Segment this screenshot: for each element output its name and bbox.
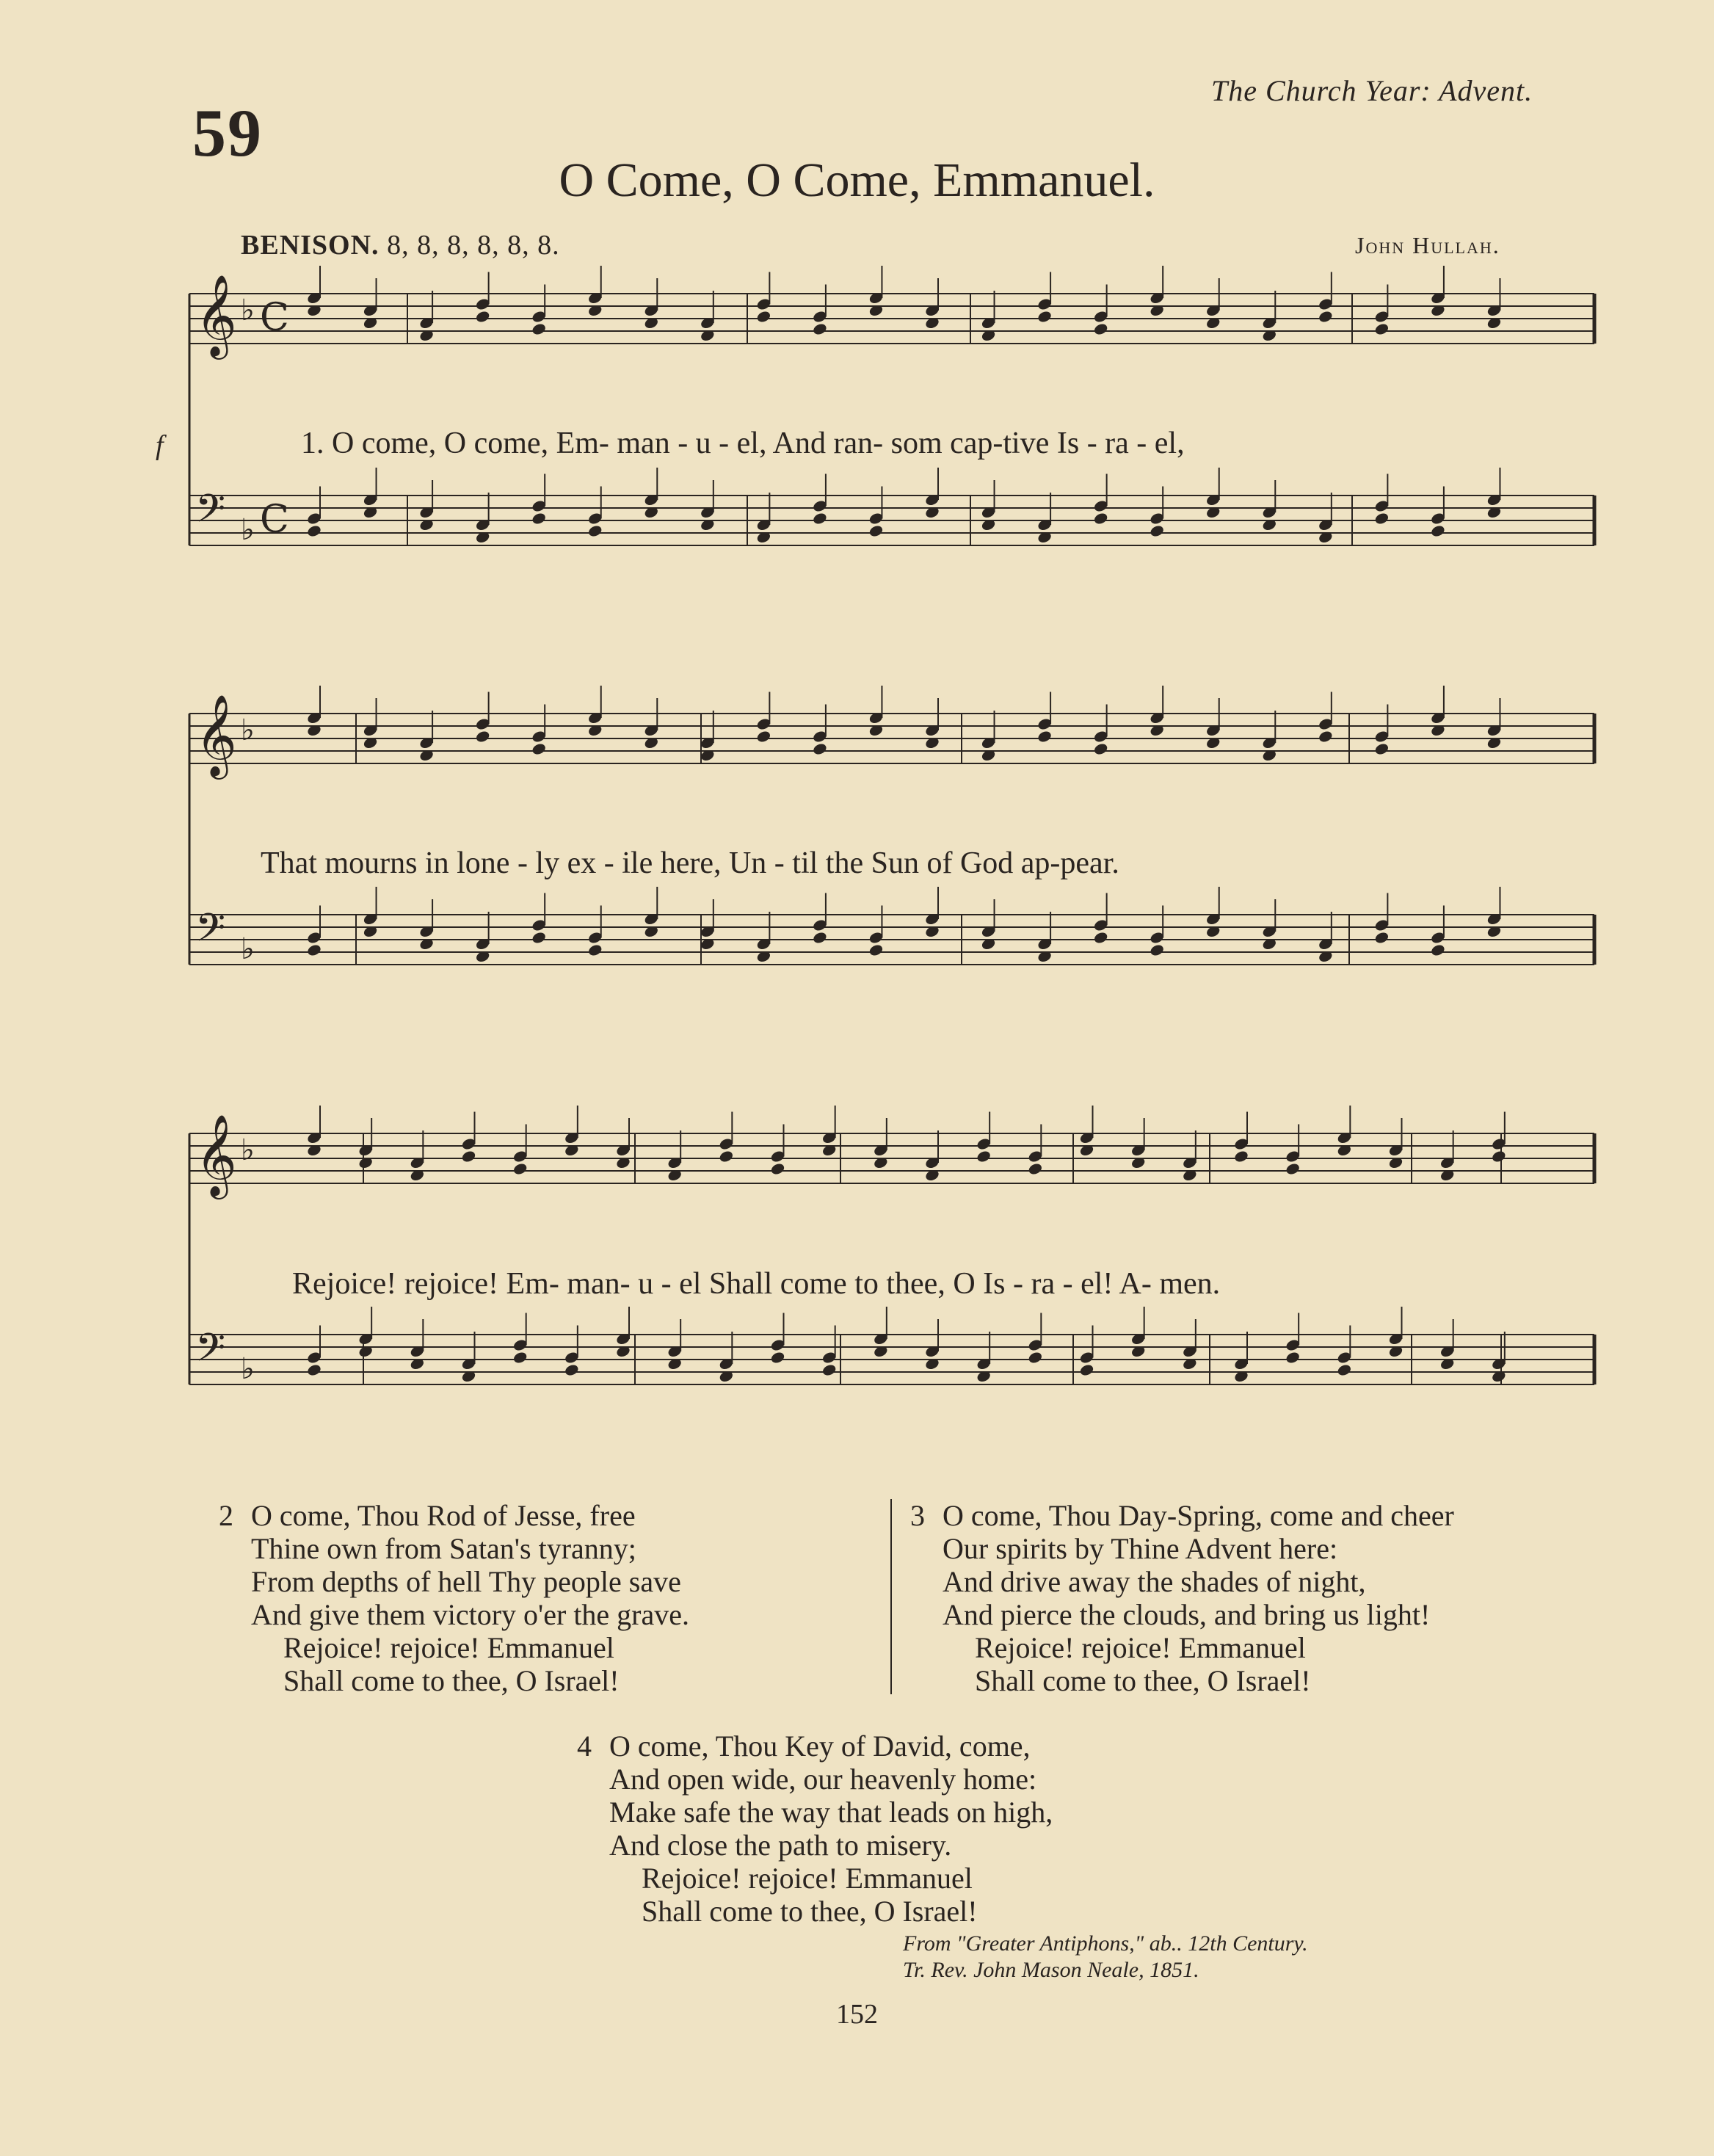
note-head [1373,931,1390,945]
verse-line: And drive away the shades of night, [943,1565,1366,1598]
page-number: 152 [836,1999,878,2030]
verse-line: Thine own from Satan's tyranny; [251,1532,636,1565]
common-time-icon: C [260,296,289,340]
clefs [195,274,289,1386]
flat-icon: ♭ [241,513,255,547]
treble-clef-icon: 𝄞 [195,1114,237,1196]
note-head [718,1150,734,1164]
note-head [1233,1150,1249,1164]
note-head [564,1363,580,1377]
note-head [812,931,828,945]
note-head [587,943,603,957]
treble-clef-icon: 𝄞 [195,694,237,776]
note-head [1285,1162,1301,1176]
verse-line: Shall come to thee, O Israel! [283,1664,620,1697]
note-head [531,742,547,756]
note-head [770,1162,786,1176]
note-head [1093,742,1109,756]
note-head [1318,310,1334,324]
flat-icon: ♭ [241,714,255,747]
lyric-line-3: Rejoice! rejoice! Em- man- u - el Shall come to thee, O Is - ra - el! A- men. [292,1267,1221,1301]
note-head [587,524,603,538]
note-head [1149,943,1165,957]
note-head [755,310,771,324]
running-head: The Church Year: Advent. [1211,74,1533,107]
verse-line: O come, Thou Day-Spring, come and cheer [943,1499,1454,1532]
note-head [1079,1363,1095,1377]
verse-4 [577,1729,1053,1928]
flat-icon: ♭ [241,1352,255,1386]
bass-clef-icon: 𝄢 [195,906,226,960]
note-head [1373,322,1390,336]
note-head [475,310,491,324]
verse-number: 4 [577,1729,592,1763]
composer: John Hullah. [1355,232,1500,258]
note-head [1491,1150,1507,1164]
note-head [1093,322,1109,336]
note-head [1027,1162,1043,1176]
bass-clef-icon: 𝄢 [195,487,226,541]
treble-clef-icon: 𝄞 [195,274,237,356]
verse-line: Rejoice! rejoice! Emmanuel [642,1862,973,1895]
note-head [1373,742,1390,756]
verse-2 [219,1499,689,1697]
verse-line: And open wide, our heavenly home: [609,1763,1037,1796]
flat-icon: ♭ [241,294,255,327]
note-head [812,742,828,756]
note-head [1430,524,1446,538]
note-head [868,943,885,957]
credit-source: From "Greater Antiphons," ab.. 12th Century. [903,1931,1308,1956]
note-head [868,524,885,538]
note-head [512,1351,529,1365]
note-head [512,1162,529,1176]
verse-line: And pierce the clouds, and bring us light! [943,1598,1431,1631]
flat-icon: ♭ [241,1133,255,1167]
note-head [1373,512,1390,526]
tune-meter: 8, 8, 8, 8, 8, 8. [387,230,560,261]
hymn-title: O Come, O Come, Emmanuel. [559,153,1155,207]
verse-line: And close the path to misery. [609,1829,952,1862]
note-head [306,943,322,957]
verse-line: Rejoice! rejoice! Emmanuel [975,1631,1306,1664]
note-head [1318,730,1334,744]
verse-line: O come, Thou Key of David, come, [609,1729,1031,1763]
verse-line: Shall come to thee, O Israel! [975,1664,1311,1697]
verse-number: 3 [910,1499,925,1532]
note-head [1430,943,1446,957]
verse-line: Rejoice! rejoice! Emmanuel [283,1631,614,1664]
note-head [821,1363,838,1377]
note-head [812,322,828,336]
note-head [1027,1351,1043,1365]
note-head [1336,1363,1352,1377]
verse-3 [910,1499,1454,1697]
lyric-line-2: That mourns in lone - ly ex - ile here, Un - til the Sun of God ap-pear. [261,846,1119,880]
verse-line: And give them victory o'er the grave. [251,1598,690,1631]
note-head [306,524,322,538]
credit [903,1931,1308,1983]
note-head [531,931,547,945]
note-head [461,1150,477,1164]
verse-line: Make safe the way that leads on high, [609,1796,1053,1829]
hymn-number: 59 [192,95,263,170]
note-head [1093,512,1109,526]
verse-line: Our spirits by Thine Advent here: [943,1532,1338,1565]
credit-translator: Tr. Rev. John Mason Neale, 1851. [903,1958,1199,1982]
note-head [1149,524,1165,538]
note-head [531,512,547,526]
note-head [755,730,771,744]
verse-line: Shall come to thee, O Israel! [642,1895,978,1928]
note-head [770,1351,786,1365]
note-head [306,1363,322,1377]
verse-line: From depths of hell Thy people save [251,1565,681,1598]
note-head [1093,931,1109,945]
margin-mark: f [156,430,164,461]
note-head [475,730,491,744]
verse-divider [890,1499,892,1694]
note-head [1285,1351,1301,1365]
common-time-icon: C [260,498,289,542]
note-head [1036,730,1053,744]
bass-clef-icon: 𝄢 [195,1326,226,1380]
flat-icon: ♭ [241,932,255,966]
note-head [1036,310,1053,324]
note-head [531,322,547,336]
lyric-line-1: 1. O come, O come, Em- man - u - el, And ran- som cap-tive Is - ra - el, [301,427,1185,460]
tune-name: BENISON. [241,230,380,261]
verse-line: O come, Thou Rod of Jesse, free [251,1499,636,1532]
note-head [976,1150,992,1164]
note-head [812,512,828,526]
verse-number: 2 [219,1499,233,1532]
